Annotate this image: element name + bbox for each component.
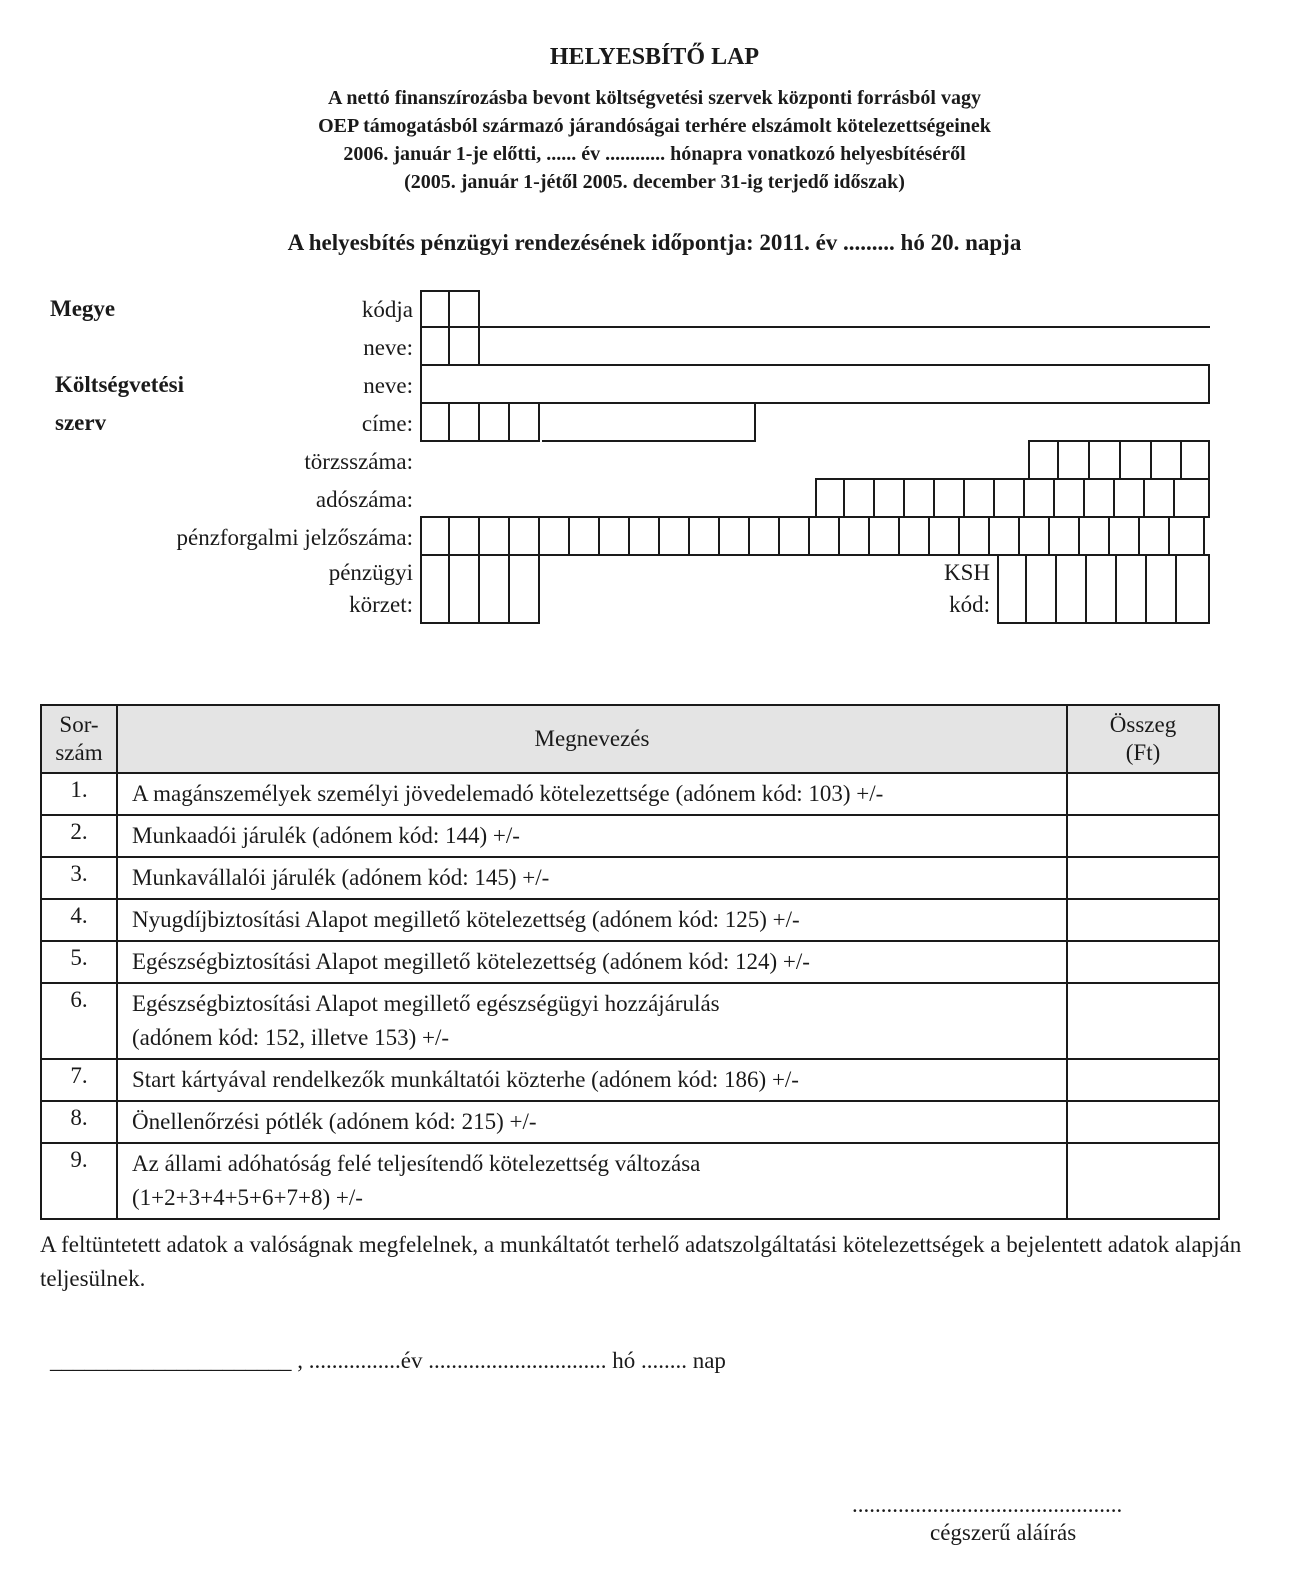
torzsszam-cell[interactable]: [1152, 440, 1182, 480]
cime-label: címe:: [361, 411, 413, 436]
ksh-cell[interactable]: [1117, 554, 1147, 624]
row-number: 9.: [41, 1143, 117, 1219]
megye-kod-cell[interactable]: [450, 290, 480, 328]
table-row: [41, 899, 1219, 941]
megye-neve-label: neve:: [363, 335, 413, 360]
megye-label: Megye: [50, 296, 116, 321]
cim-cell[interactable]: [450, 402, 480, 442]
kodja-label: kódja: [361, 297, 413, 322]
penzforgalmi-cell[interactable]: [1140, 516, 1170, 556]
row-amount-field[interactable]: [1067, 1143, 1219, 1219]
row-amount-field[interactable]: [1067, 899, 1219, 941]
adoszam-cell[interactable]: [965, 478, 995, 518]
megye-kod-boxes[interactable]: [420, 290, 480, 328]
row-amount-field[interactable]: [1067, 773, 1219, 815]
torzsszam-cell[interactable]: [1090, 440, 1121, 480]
ksh-cell[interactable]: [1147, 554, 1177, 624]
table-row: [41, 773, 1219, 815]
penzforgalmi-cell[interactable]: [900, 516, 930, 556]
szerv-label: szerv: [55, 410, 107, 435]
ksh-cell[interactable]: [1177, 554, 1210, 624]
penzforgalmi-cell[interactable]: [930, 516, 960, 556]
megye-neve-boxes[interactable]: [420, 326, 480, 366]
table-row: [41, 941, 1219, 983]
adoszam-cell[interactable]: [1085, 478, 1115, 518]
penzforgalmi-cell[interactable]: [840, 516, 870, 556]
adoszam-cell[interactable]: [1115, 478, 1145, 518]
header-megnevezes: Megnevezés: [117, 705, 1067, 773]
row-description: Önellenőrzési pótlék (adónem kód: 215) +/-: [117, 1101, 1067, 1143]
row-description: A magánszemélyek személyi jövedelemadó kötelezettsége (adónem kód: 103) +/-: [117, 773, 1067, 815]
ksh-cell[interactable]: [1087, 554, 1117, 624]
adoszam-cell[interactable]: [815, 478, 845, 518]
row-amount-field[interactable]: [1067, 1101, 1219, 1143]
table-row: [41, 815, 1219, 857]
penzforgalmi-cell[interactable]: [540, 516, 570, 556]
row-description: Start kártyával rendelkezők munkáltatói közterhe (adónem kód: 186) +/-: [117, 1059, 1067, 1101]
row-description: Nyugdíjbiztosítási Alapot megillető kötelezettség (adónem kód: 125) +/-: [117, 899, 1067, 941]
subtitle-line-3: 2006. január 1-je előtti, ...... év ............ hónapra vonatkozó helyesbítéséről: [343, 143, 966, 165]
adoszam-cell[interactable]: [905, 478, 935, 518]
penzforgalmi-cell[interactable]: [420, 516, 450, 556]
row-number: 4.: [41, 899, 117, 941]
penzforgalmi-cell[interactable]: [660, 516, 690, 556]
korzet-cell[interactable]: [450, 554, 480, 624]
penzforgalmi-cell[interactable]: [720, 516, 750, 556]
penzforgalmi-cell[interactable]: [690, 516, 720, 556]
penzforgalmi-cell[interactable]: [1020, 516, 1050, 556]
penzforgalmi-cell[interactable]: [1080, 516, 1110, 556]
ksh-cell[interactable]: [1027, 554, 1057, 624]
table-row: [41, 983, 1219, 1059]
penzforgalmi-cell[interactable]: [450, 516, 480, 556]
penzforgalmi-cell[interactable]: [630, 516, 660, 556]
table-row: [41, 857, 1219, 899]
correction-table: [40, 704, 1220, 1220]
table-row: [41, 1101, 1219, 1143]
table-row: [41, 1059, 1219, 1101]
row-number: 5.: [41, 941, 117, 983]
row-amount-field[interactable]: [1067, 941, 1219, 983]
korzet-cell[interactable]: [480, 554, 510, 624]
row-description: Munkavállalói járulék (adónem kód: 145) +/-: [117, 857, 1067, 899]
adoszama-label: adószáma:: [315, 487, 413, 512]
penzforgalmi-cell[interactable]: [1170, 516, 1205, 556]
cim-cell[interactable]: [420, 402, 450, 442]
adoszam-cell[interactable]: [995, 478, 1025, 518]
header-sorszam: Sor- szám: [41, 705, 117, 773]
penzforgalmi-cell[interactable]: [570, 516, 600, 556]
szerv-neve-label: neve:: [363, 373, 413, 398]
row-description: Egészségbiztosítási Alapot megillető egészségügyi hozzájárulás (adónem kód: 152, illetve 153) +/-: [117, 983, 1067, 1059]
ksh-label: KSH: [943, 560, 990, 585]
torzsszama-label: törzsszáma:: [304, 449, 413, 474]
table-row: [41, 1143, 1219, 1219]
penzforgalmi-cell[interactable]: [480, 516, 510, 556]
penzforgalmi-boxes[interactable]: [420, 516, 1205, 556]
subtitle-line-2: OEP támogatásból származó járandóságai terhére elszámolt kötelezettségeinek: [318, 115, 991, 137]
cim-cell[interactable]: [510, 402, 540, 442]
header-osszeg: Összeg (Ft): [1067, 705, 1219, 773]
adoszam-cell[interactable]: [1025, 478, 1055, 518]
row-number: 3.: [41, 857, 117, 899]
torzsszam-cell[interactable]: [1059, 440, 1090, 480]
penzforgalmi-cell[interactable]: [780, 516, 810, 556]
megye-kod-cell[interactable]: [420, 290, 450, 328]
place-date-line[interactable]: _____________________ , ................év ............................... hó ........ nap: [50, 1348, 726, 1373]
penzugyi-label: pénzügyi: [328, 560, 413, 585]
cim-telepules-field[interactable]: [542, 402, 756, 442]
declaration-text: A feltüntetett adatok a valóságnak megfelelnek, a munkáltatót terhelő adatszolgáltatási kötelezettségek a bejelentett adatok alapján teljesülnek.: [40, 1232, 1242, 1291]
megye-neve-cell[interactable]: [450, 326, 480, 366]
ksh-cell[interactable]: [1057, 554, 1087, 624]
penzforgalmi-cell[interactable]: [870, 516, 900, 556]
korzet-cell[interactable]: [420, 554, 450, 624]
row-amount-field[interactable]: [1067, 1059, 1219, 1101]
row-amount-field[interactable]: [1067, 857, 1219, 899]
penzforgalmi-cell[interactable]: [1110, 516, 1140, 556]
table-header-row: [41, 705, 1219, 773]
adoszam-cell[interactable]: [1145, 478, 1175, 518]
cim-cell[interactable]: [480, 402, 510, 442]
row-number: 7.: [41, 1059, 117, 1101]
row-description: Az állami adóhatóság felé teljesítendő kötelezettség változása (1+2+3+4+5+6+7+8) +/-: [117, 1143, 1067, 1219]
torzsszam-cell[interactable]: [1028, 440, 1059, 480]
row-number: 2.: [41, 815, 117, 857]
ksh-kod-boxes[interactable]: [997, 554, 1210, 624]
form-title: HELYESBÍTŐ LAP: [549, 44, 760, 70]
adoszam-cell[interactable]: [845, 478, 875, 518]
signature-label: cégszerű aláírás: [930, 1520, 1077, 1545]
penzugyi-korzet-boxes[interactable]: [420, 554, 540, 624]
row-amount-field[interactable]: [1067, 815, 1219, 857]
row-number: 6.: [41, 983, 117, 1059]
koltsegvetesi-label: Költségvetési: [55, 372, 185, 397]
row-amount-field[interactable]: [1067, 983, 1219, 1059]
adoszam-cell[interactable]: [875, 478, 905, 518]
torzsszam-cell[interactable]: [1182, 440, 1210, 480]
row-number: 1.: [41, 773, 117, 815]
penzforgalmi-cell[interactable]: [960, 516, 990, 556]
penzforgalmi-cell[interactable]: [810, 516, 840, 556]
adoszam-boxes[interactable]: [815, 478, 1210, 518]
row-description: Munkaadói járulék (adónem kód: 144) +/-: [117, 815, 1067, 857]
row-description: Egészségbiztosítási Alapot megillető kötelezettség (adónem kód: 124) +/-: [117, 941, 1067, 983]
subtitle-line-4: (2005. január 1-jétől 2005. december 31-ig terjedő időszak): [404, 171, 905, 193]
megye-kod-line: [480, 326, 1210, 328]
torzsszam-boxes[interactable]: [1028, 440, 1210, 480]
penzforgalmi-label: pénzforgalmi jelzőszáma:: [176, 525, 413, 550]
korzet-cell[interactable]: [510, 554, 540, 624]
penzforgalmi-cell[interactable]: [750, 516, 780, 556]
szerv-neve-field[interactable]: [420, 364, 1210, 404]
penzforgalmi-cell[interactable]: [510, 516, 540, 556]
megye-neve-cell[interactable]: [420, 326, 450, 366]
row-number: 8.: [41, 1101, 117, 1143]
penzforgalmi-cell[interactable]: [990, 516, 1020, 556]
adoszam-cell[interactable]: [1175, 478, 1210, 518]
torzsszam-cell[interactable]: [1121, 440, 1152, 480]
korzet-label: körzet:: [349, 592, 413, 617]
subtitle-line-1: A nettó finanszírozásba bevont költségvetési szervek központi forrásból vagy: [328, 87, 981, 109]
adoszam-cell[interactable]: [1055, 478, 1085, 518]
ksh-kod-label: kód:: [949, 592, 990, 617]
cim-irsz-boxes[interactable]: [420, 402, 540, 442]
penzforgalmi-cell[interactable]: [600, 516, 630, 556]
adoszam-cell[interactable]: [935, 478, 965, 518]
penzforgalmi-cell[interactable]: [1050, 516, 1080, 556]
ksh-cell[interactable]: [997, 554, 1027, 624]
signature-line[interactable]: ...............................................: [852, 1492, 1123, 1517]
settlement-date-line: A helyesbítés pénzügyi rendezésének időpontja: 2011. év ......... hó 20. napja: [287, 230, 1022, 255]
